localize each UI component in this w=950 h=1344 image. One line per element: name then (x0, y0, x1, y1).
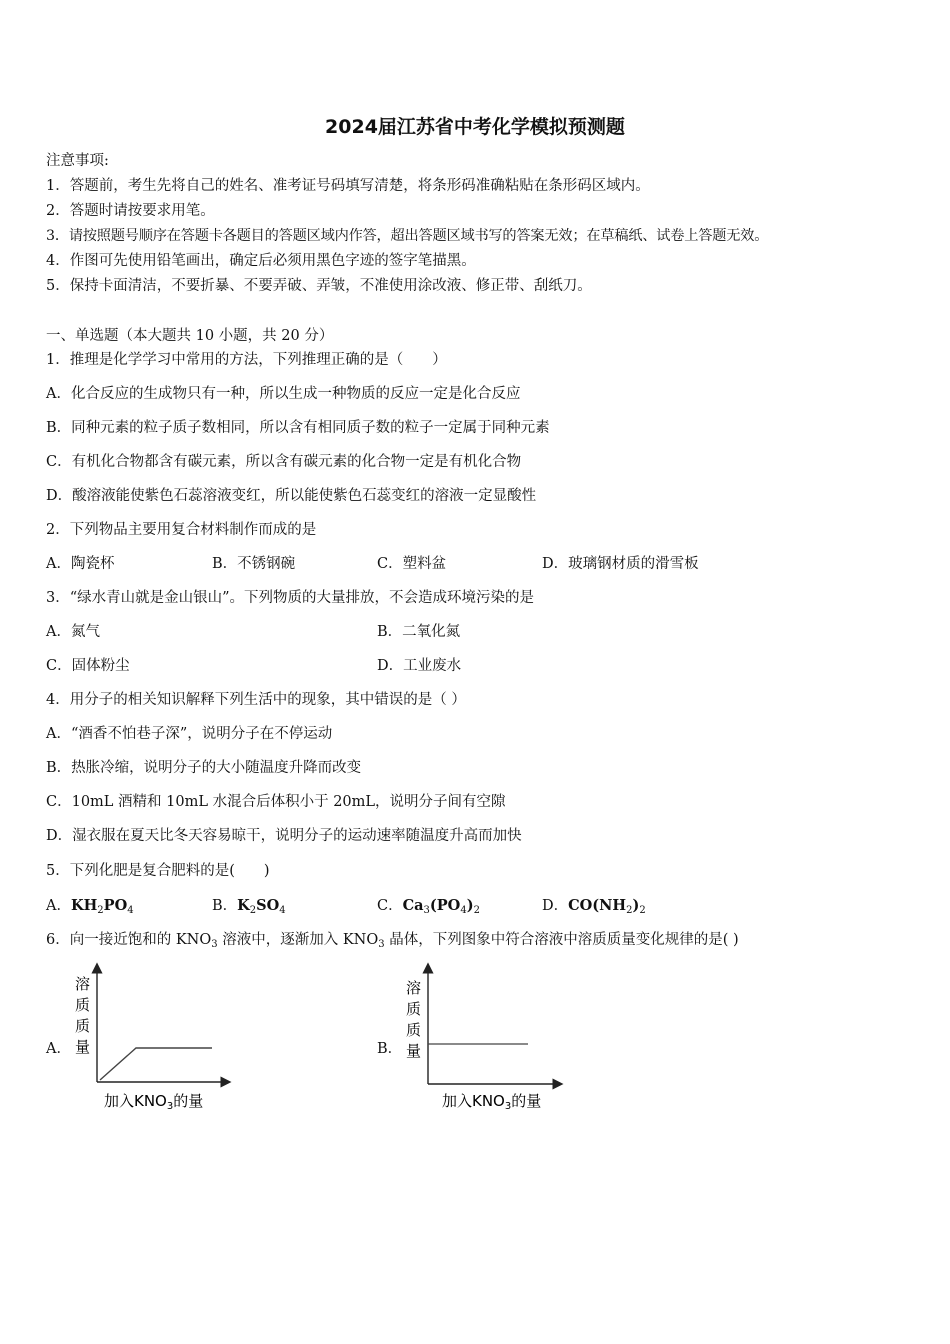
q6-graph-a-ylabel-2: 质 (75, 996, 91, 1014)
q4-option-b: B．热胀冷缩，说明分子的大小随温度升降而改变 (46, 760, 362, 776)
notice-item-4: 4．作图可先使用铅笔画出，确定后必须用黑色字迹的签字笔描黑。 (46, 253, 476, 269)
q6-graph-a-ylabel-3: 质 (75, 1017, 91, 1035)
q6-graph-b (400, 962, 570, 1112)
q4-option-d: D．湿衣服在夏天比冬天容易晾干，说明分子的运动速率随温度升高而加快 (46, 828, 522, 844)
q2-stem: 2．下列物品主要用复合材料制作而成的是 (46, 522, 317, 538)
q6-stem: 6．向一接近饱和的 $KNO_3$ 溶液中，逐渐加入 $KNO_3$ 晶体，下列图象中符合溶液中溶质质量变化规律的是( ) (46, 932, 739, 950)
q3-option-c: C．固体粉尘 (46, 658, 130, 674)
section-heading: 一、单选题（本大题共 10 小题，共 20 分） (46, 328, 334, 344)
q3-stem: 3．“绿水青山就是金山银山”。下列物质的大量排放，不会造成环境污染的是 (46, 590, 535, 606)
page-title: 2024届江苏省中考化学模拟预测题 (325, 116, 625, 138)
q3-option-b: B．二氧化氮 (377, 624, 461, 640)
q6-graph-b-ylabel-4: 量 (406, 1042, 422, 1060)
q6-graph-a (70, 962, 240, 1112)
q6-graph-a-curve (100, 1048, 212, 1080)
q2-option-a: A．陶瓷杯 (46, 556, 115, 572)
q6-graph-b-ylabel-1: 溶 (406, 979, 422, 997)
q6-graph-a-ylabel-1: 溶 (75, 975, 91, 993)
q1-option-a: A．化合反应的生成物只有一种，所以生成一种物质的反应一定是化合反应 (46, 386, 521, 402)
q1-option-b: B．同种元素的粒子质子数相同，所以含有相同质子数的粒子一定属于同种元素 (46, 420, 550, 436)
q6-graph-a-label: A． (46, 1041, 71, 1057)
q4-option-a: A．“酒香不怕巷子深”，说明分子在不停运动 (46, 726, 333, 742)
q5-option-d: D．$CO(NH_2)_2$ (542, 897, 646, 916)
q6-graph-b-ylabel-2: 质 (406, 1000, 422, 1018)
q2-option-d: D．玻璃钢材质的滑雪板 (542, 556, 699, 572)
q1-option-c: C．有机化合物都含有碳元素，所以含有碳元素的化合物一定是有机化合物 (46, 454, 522, 470)
q5-option-c: C．$Ca_3(PO_4)_2$ (377, 897, 480, 916)
notice-item-1: 1．答题前，考生先将自己的姓名、准考证号码填写清楚，将条形码准确粘贴在条形码区域内。 (46, 178, 650, 194)
q2-option-c: C．塑料盆 (377, 556, 447, 572)
q6-graph-a-ylabel-4: 量 (75, 1038, 91, 1056)
notice-item-3: 3．请按照题号顺序在答题卡各题目的答题区域内作答，超出答题区域书写的答案无效；在草稿纸、试卷上答题无效。 (46, 228, 769, 244)
q3-option-a: A．氮气 (46, 624, 100, 640)
q3-option-d: D．工业废水 (377, 658, 462, 674)
q5-stem: 5．下列化肥是复合肥料的是( ) (46, 863, 270, 879)
q4-stem: 4．用分子的相关知识解释下列生活中的现象，其中错误的是（ ） (46, 692, 466, 708)
q4-option-c: C．10mL 酒精和 10mL 水混合后体积小于 20mL，说明分子间有空隙 (46, 794, 506, 810)
q1-stem: 1．推理是化学学习中常用的方法，下列推理正确的是（ ） (46, 352, 447, 368)
q6-graph-b-xlabel: 加入$KNO_3$的量 (442, 1092, 542, 1112)
notice-heading: 注意事项: (46, 153, 109, 169)
q5-option-b: B．$K_2SO_4$ (212, 897, 286, 916)
notice-item-5: 5．保持卡面清洁，不要折暴、不要弄破、弄皱，不准使用涂改液、修正带、刮纸刀。 (46, 278, 592, 294)
q6-graph-b-ylabel-3: 质 (406, 1021, 422, 1039)
q5-option-a: A．$KH_2PO_4$ (46, 897, 134, 916)
notice-item-2: 2．答题时请按要求用笔。 (46, 203, 215, 219)
q6-graph-b-label: B． (377, 1041, 403, 1057)
q2-option-b: B．不锈钢碗 (212, 556, 296, 572)
q6-graph-a-xlabel: 加入$KNO_3$的量 (104, 1092, 204, 1112)
q1-option-d: D．酸溶液能使紫色石蕊溶液变红，所以能使紫色石蕊变红的溶液一定显酸性 (46, 488, 537, 504)
